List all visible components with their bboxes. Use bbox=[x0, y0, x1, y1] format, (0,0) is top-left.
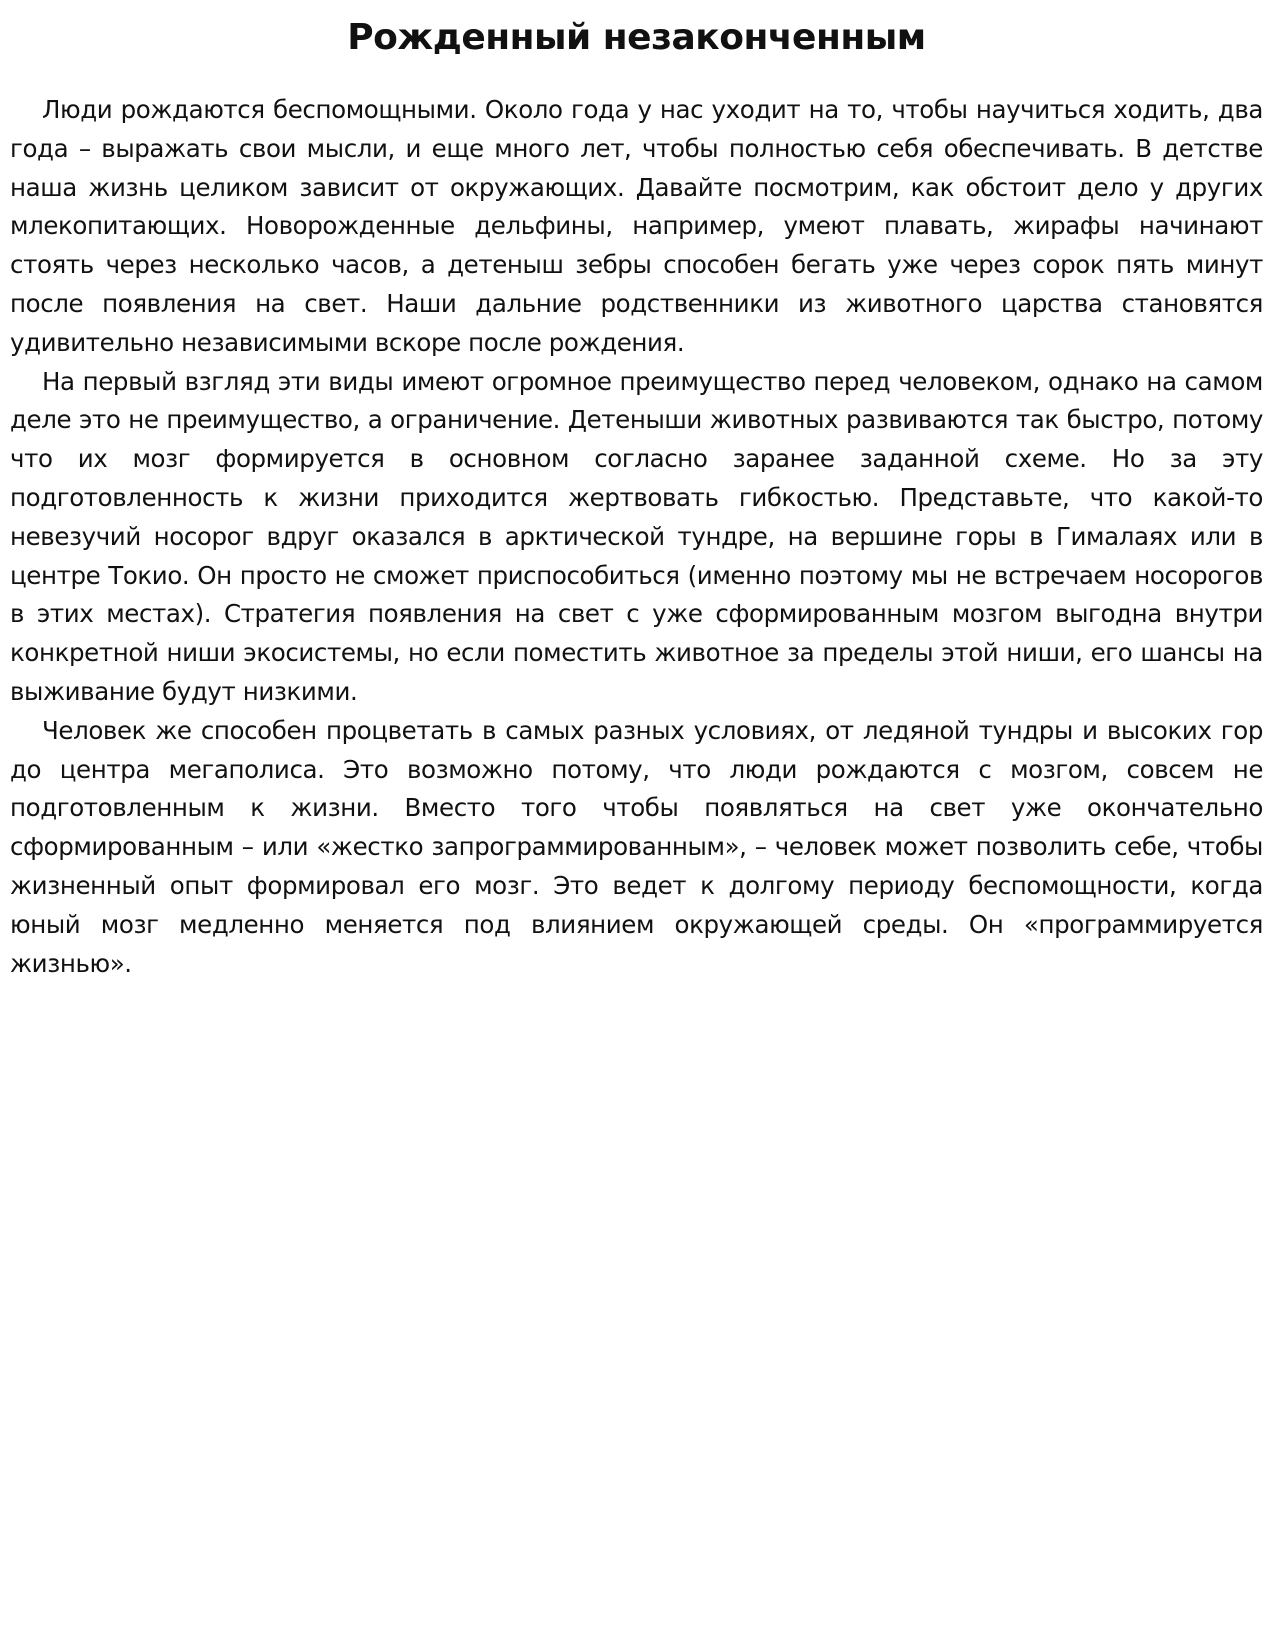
page-title: Рожденный незаконченным bbox=[347, 17, 926, 58]
paragraph-3: Человек же способен процветать в самых разных условиях, от ледяной тундры и высоких гор до центра мегаполиса. Это возможно потому, что люди рождаются с мозгом, совсем не подготовленным к жизни. Вместо того чтобы появляться на свет уже окончательно сформированным – или «жестко запрограммированным», – человек может позволить себе, чтобы жизненный опыт формировал его мозг. Это ведет к долгому периоду беспомощности, когда юный мозг медленно меняется под влиянием окружающей среды. Он «программируется жизнью». bbox=[10, 715, 1263, 978]
document-page bbox=[10, 14, 1263, 983]
paragraph-1: Люди рождаются беспомощными. Около года у нас уходит на то, чтобы научиться ходить, два года – выражать свои мысли, и еще много лет, чтобы полностью себя обеспечивать. В детстве наша жизнь целиком зависит от окружающих. Давайте посмотрим, как обстоит дело у других млекопитающих. Новорожденные дельфины, например, умеют плавать, жирафы начинают стоять через несколько часов, а детеныш зебры способен бегать уже через сорок пять минут после появления на свет. Наши дальние родственники из животного царства становятся удивительно независимыми вскоре после рождения. bbox=[10, 95, 1263, 357]
paragraph-2: На первый взгляд эти виды имеют огромное преимущество перед человеком, однако на самом деле это не преимущество, а ограничение. Детеныши животных развиваются так быстро, потому что их мозг формируется в основном согласно заранее заданной схеме. Но за эту подготовленность к жизни приходится жертвовать гибкостью. Представьте, что какой-то невезучий носорог вдруг оказался в арктической тундре, на вершине горы в Гималаях или в центре Токио. Он просто не сможет приспособиться (именно поэтому мы не встречаем носорогов в этих местах). Стратегия появления на свет с уже сформированным мозгом выгодна внутри конкретной ниши экосистемы, но если поместить животное за пределы этой ниши, его шансы на выживание будут низкими. bbox=[10, 366, 1263, 706]
